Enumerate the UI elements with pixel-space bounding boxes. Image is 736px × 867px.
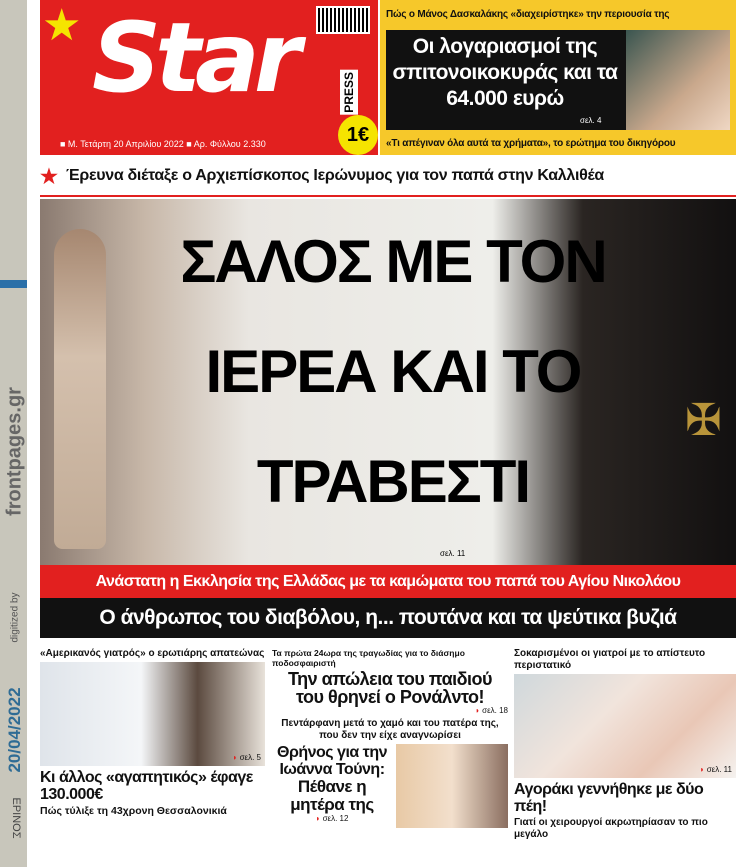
star-icon: ★	[42, 1, 82, 50]
promo-photo	[626, 30, 730, 130]
issue-date-vertical: 20/04/2022	[5, 687, 24, 773]
story4-kicker: Σοκαρισμένοι οι γιατροί με το απίστευτο περιστατικό	[514, 648, 706, 671]
story4-page: ◗ σελ. 11	[700, 765, 732, 775]
story-doctor	[40, 648, 265, 817]
watermark: frontpages.gr	[3, 387, 26, 516]
story1-sub: Πώς τύλιξε τη 43χρονη Θεσσαλονικιά	[40, 805, 227, 817]
lead-kicker	[40, 167, 736, 197]
story1-page: ◗ σελ. 5	[233, 753, 261, 763]
story3-photo	[396, 744, 508, 828]
story3-kicker: Πεντάρφανη μετά το χαμό και του πατέρα της, που δεν την είχε αναγνωρίσει	[281, 718, 499, 741]
story2-headline: Την απώλεια του παιδιού του θρηνεί ο Ρονάλντο!	[287, 669, 493, 707]
story3-text	[272, 744, 392, 828]
watermark-small: digitized by	[9, 592, 21, 643]
barcode	[316, 6, 370, 34]
issue-date-line: ■ Μ. Τετάρτη 20 Απριλίου 2022 ■ Αρ. Φύλλου 2.330	[60, 139, 266, 149]
story-baby	[514, 648, 736, 841]
story4-headline: Αγοράκι γεννήθηκε με δύο πέη!	[514, 781, 704, 815]
photo-figure	[54, 229, 106, 549]
story1-headline: Κι άλλος «αγαπητικός» έφαγε 130.000€	[40, 769, 253, 803]
story3-body	[272, 744, 508, 828]
lead-kicker-text: Έρευνα διέταξε ο Αρχιεπίσκοπος Ιερώνυμος για τον παπά στην Καλλιθέα	[66, 167, 604, 184]
masthead	[40, 0, 378, 155]
strip-marker	[0, 280, 27, 288]
story2-kicker: Τα πρώτα 24ωρα της τραγωδίας για το διάσημο ποδοσφαιριστή	[272, 648, 465, 668]
lead-photo	[40, 199, 736, 565]
promo-box	[380, 0, 736, 155]
promo-kicker: Πώς ο Μάνος Δασκαλάκης «διαχειρίστηκε» την περιουσία της	[386, 9, 670, 20]
logo: Star	[92, 2, 296, 114]
left-strip	[0, 0, 27, 867]
lead-headline: ΣΑΛΟΣ ΜΕ ΤΟΝ ΙΕΡΕΑ ΚΑΙ ΤΟ ΤΡΑΒΕΣΤΙ	[180, 228, 606, 515]
price-badge: 1€	[338, 115, 378, 155]
story1-kicker: «Αμερικανός γιατρός» ο ερωτιάρης απατεώνας	[40, 648, 265, 659]
promo-headline: Οι λογαριασμοί της σπιτονοικοκυράς και τα 64.000 ευρώ	[392, 35, 618, 110]
red-banner: Ανάστατη η Εκκλησία της Ελλάδας με τα καμώματα του παπά του Αγίου Νικολάου	[40, 565, 736, 598]
paper-name-vertical: ΕΡΙΝΟΣ	[10, 797, 22, 839]
story4-sub: Γιατί οι χειρουργοί ακρωτηρίασαν το πιο μεγάλο	[514, 817, 708, 840]
star-icon: ★	[40, 166, 58, 188]
story3-headline: Θρήνος για την Ιωάννα Τούνη:	[277, 744, 387, 778]
story2-page: ◗ σελ. 18	[272, 706, 508, 716]
logo-press: PRESS	[342, 72, 356, 113]
black-banner: Ο άνθρωπος του διαβόλου, η... πουτάνα και τα ψεύτικα βυζιά	[40, 598, 736, 638]
story4-photo	[514, 674, 736, 778]
promo-subline: «Τι απέγιναν όλα αυτά τα χρήματα», το ερώτημα του δικηγόρου	[386, 138, 676, 149]
promo-page: σελ. 4	[580, 116, 602, 125]
story3-page: ◗ σελ. 12	[272, 814, 392, 824]
story1-photo	[40, 662, 265, 766]
cross-icon: ✠	[685, 396, 722, 445]
story-ronaldo	[272, 648, 508, 828]
lead-page: σελ. 11	[440, 549, 466, 558]
story3-headline2: Πέθανε η μητέρα της	[290, 777, 374, 814]
